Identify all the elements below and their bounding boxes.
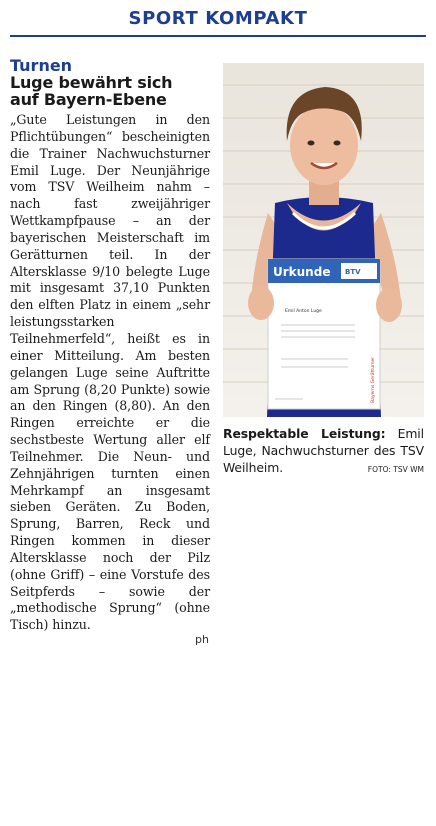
section-title: SPORT KOMPAKT: [128, 8, 308, 29]
article-kicker: Turnen: [10, 56, 73, 75]
article-body: „Gute Leistungen in den Pflichtübungen“ bescheinigten die Trainer Nachwuchsturner Emil Luge. Der Neunjährige vom TSV Weilheim nahm – nach fast zweijähriger Wettkampfpause – an der bayerischen Meisterschaft im Gerätturnen teil. In der Altersklasse 9/10 belegte Luge mit insgesamt 37,10 Punkten den elften Platz in einem „sehr leistungsstarken Teilnehmerfeld“, heißt es in einer Mitteilung. Am besten gelangen Luge seine Auftritte am Sprung (8,20 Punkte) sowie an den Ringen (8,80). An den Ringen erreichte er die sechstbeste Wertung aller elf Teilnehmer. Die Neun- und Zehnjährigen turnten einen Mehrkampf an insgesamt sieben Geräten. Zu Boden, Sprung, Barren, Reck und Ringen kommen in dieser Altersklasse noch der Pilz (ohne Griff) – eine Vorstufe des Seitpferds – sowie der „methodische Sprung“ (ohne Tisch) hinzu.: [10, 112, 210, 633]
certificate: [268, 259, 380, 409]
headline-line-1: Luge bewährt sich: [10, 73, 173, 92]
article-photo: [223, 63, 424, 417]
certificate-title: Urkunde: [273, 265, 331, 279]
certificate-side-label: Bayerns Gerätturner: [371, 356, 376, 403]
author-initials: ph: [195, 633, 209, 646]
header-rule: [10, 35, 426, 37]
headline-line-2: auf Bayern-Ebene: [10, 90, 167, 109]
section-header: [0, 0, 436, 36]
photo-credit: FOTO: TSV WM: [367, 465, 424, 474]
article-headline: [10, 74, 210, 108]
caption-lead: Respektable Leistung:: [223, 426, 386, 441]
certificate-logo: BTV: [345, 268, 361, 276]
certificate-name: Emil Anton Luge: [285, 309, 322, 314]
article: [10, 57, 210, 634]
caption-text: Emil Luge, Nachwuchsturner des TSV Weilheim.: [223, 426, 424, 475]
